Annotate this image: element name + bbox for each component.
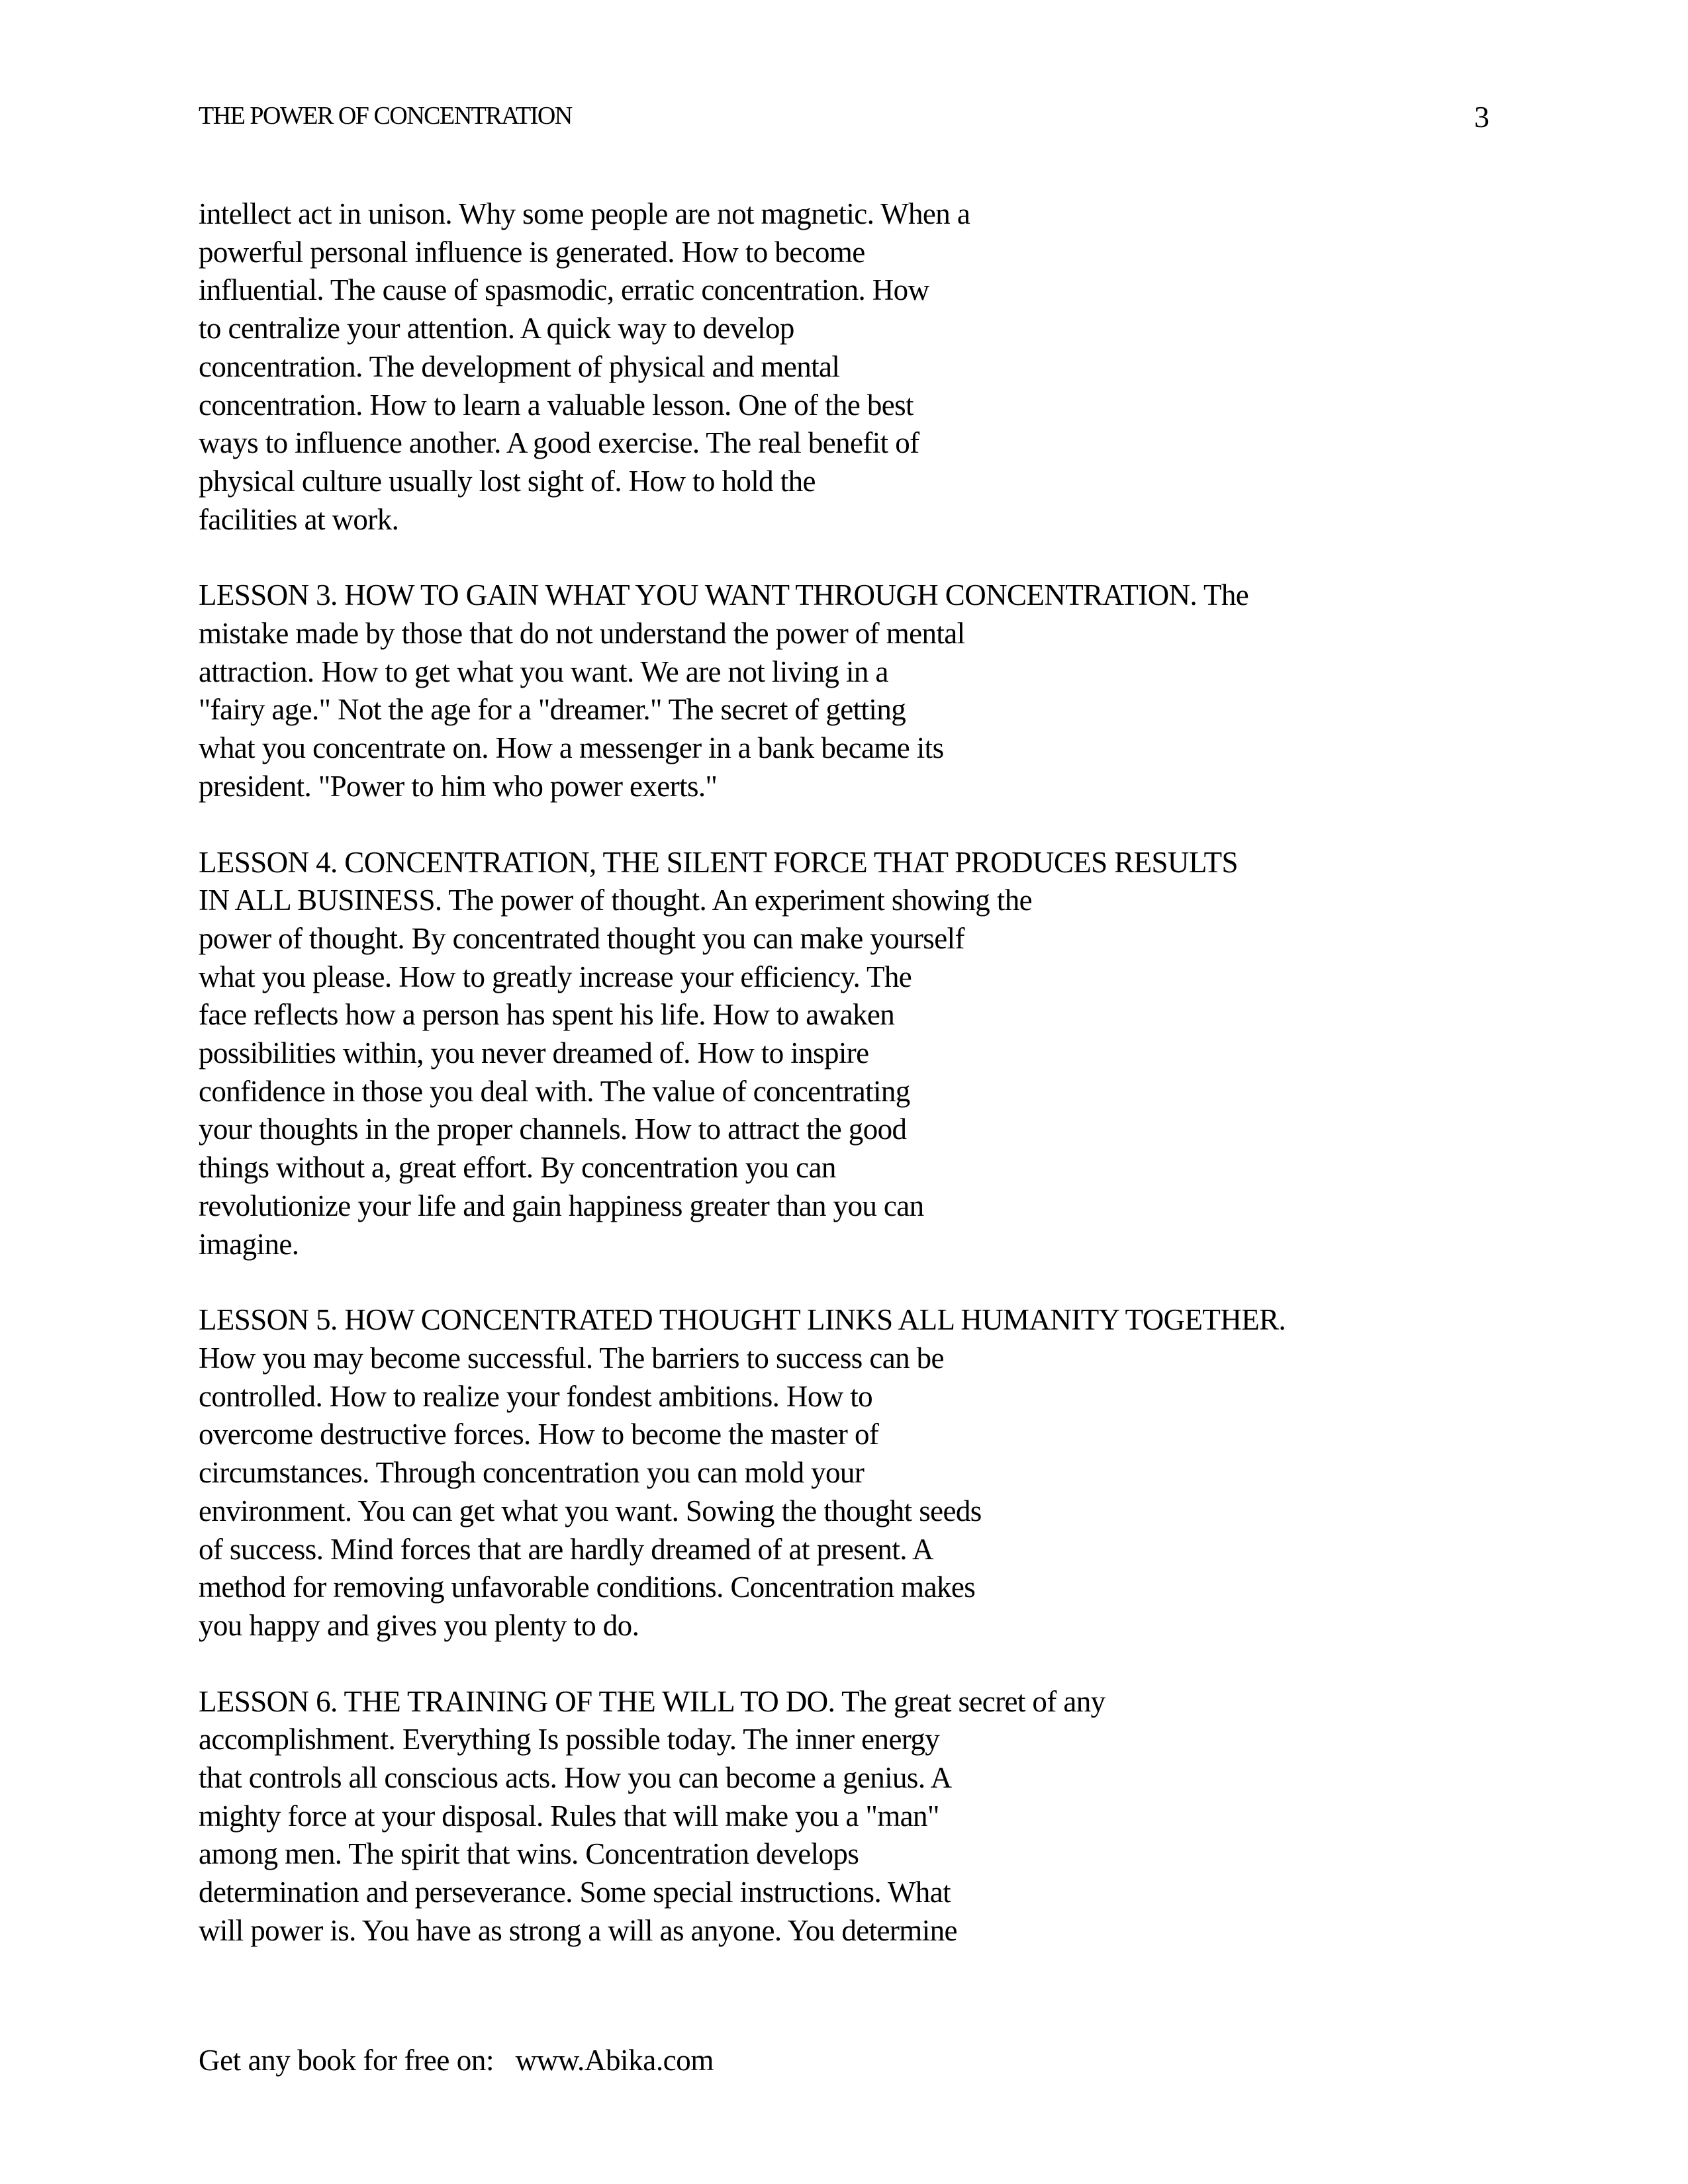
text-line: what you concentrate on. How a messenger in a bank became its — [199, 731, 944, 765]
text-line: How you may become successful. The barriers to success can be — [199, 1341, 944, 1375]
text-line: influential. The cause of spasmodic, erratic concentration. How — [199, 273, 929, 307]
text-line: method for removing unfavorable conditions. Concentration makes — [199, 1570, 976, 1604]
text-line: LESSON 6. THE TRAINING OF THE WILL TO DO. The great secret of any — [199, 1684, 1105, 1718]
page-number: 3 — [1474, 100, 1489, 134]
text-line: accomplishment. Everything Is possible today. The inner energy — [199, 1723, 940, 1756]
text-line: to centralize your attention. A quick way to develop — [199, 312, 794, 345]
text-line: attraction. How to get what you want. We are not living in a — [199, 655, 888, 688]
document-body — [199, 195, 1496, 1988]
text-line: among men. The spirit that wins. Concentration develops — [199, 1837, 859, 1871]
text-line: ways to influence another. A good exercise. The real benefit of — [199, 426, 919, 460]
text-line: LESSON 4. CONCENTRATION, THE SILENT FORCE THAT PRODUCES RESULTS — [199, 845, 1238, 879]
text-line: imagine. — [199, 1227, 299, 1261]
text-line: mighty force at your disposal. Rules that will make you a "man" — [199, 1799, 939, 1833]
text-line: intellect act in unison. Why some people are not magnetic. When a — [199, 197, 970, 230]
text-line: IN ALL BUSINESS. The power of thought. An experiment showing the — [199, 884, 1032, 917]
text-line: controlled. How to realize your fondest ambitions. How to — [199, 1379, 873, 1413]
text-line: mistake made by those that do not understand the power of mental — [199, 617, 965, 651]
text-line: environment. You can get what you want. Sowing the thought seeds — [199, 1494, 982, 1527]
text-line: possibilities within, you never dreamed of. How to inspire — [199, 1036, 869, 1070]
text-line: will power is. You have as strong a will as anyone. You determine — [199, 1913, 957, 1947]
header-title: THE POWER OF CONCENTRATION — [199, 102, 572, 130]
text-line: powerful personal influence is generated. How to become — [199, 235, 865, 269]
text-line: LESSON 5. HOW CONCENTRATED THOUGHT LINKS ALL HUMANITY TOGETHER. — [199, 1303, 1286, 1337]
text-line: things without a, great effort. By concentration you can — [199, 1151, 836, 1185]
running-header — [199, 99, 1489, 139]
text-line: concentration. How to learn a valuable lesson. One of the best — [199, 388, 914, 422]
text-line: revolutionize your life and gain happiness greater than you can — [199, 1189, 924, 1222]
text-line: face reflects how a person has spent his life. How to awaken — [199, 998, 895, 1032]
text-line: president. "Power to him who power exerts." — [199, 769, 718, 803]
text-line: you happy and gives you plenty to do. — [199, 1608, 639, 1642]
paragraph-lesson-2-continued — [199, 195, 1496, 539]
text-line: confidence in those you deal with. The value of concentrating — [199, 1074, 910, 1108]
paragraph-lesson-5 — [199, 1301, 1496, 1645]
text-line: "fairy age." Not the age for a "dreamer." The secret of getting — [199, 693, 906, 727]
text-line: facilities at work. — [199, 502, 399, 536]
text-line: power of thought. By concentrated thought you can make yourself — [199, 921, 964, 955]
text-line: concentration. The development of physical and mental — [199, 349, 840, 383]
paragraph-lesson-6 — [199, 1683, 1496, 1950]
text-line: determination and perseverance. Some special instructions. What — [199, 1876, 951, 1909]
paragraph-lesson-4 — [199, 844, 1496, 1264]
footer-promo: Get any book for free on: www.Abika.com — [199, 2044, 714, 2077]
text-line: circumstances. Through concentration you can mold your — [199, 1456, 865, 1490]
text-line: that controls all conscious acts. How you can become a genius. A — [199, 1761, 952, 1795]
text-line: overcome destructive forces. How to become the master of — [199, 1418, 879, 1451]
text-line: of success. Mind forces that are hardly dreamed of at present. A — [199, 1532, 933, 1566]
paragraph-lesson-3 — [199, 576, 1496, 805]
text-line: what you please. How to greatly increase your efficiency. The — [199, 960, 912, 993]
text-line: physical culture usually lost sight of. How to hold the — [199, 464, 816, 498]
text-line: LESSON 3. HOW TO GAIN WHAT YOU WANT THROUGH CONCENTRATION. The — [199, 578, 1249, 612]
text-line: your thoughts in the proper channels. How to attract the good — [199, 1113, 907, 1146]
